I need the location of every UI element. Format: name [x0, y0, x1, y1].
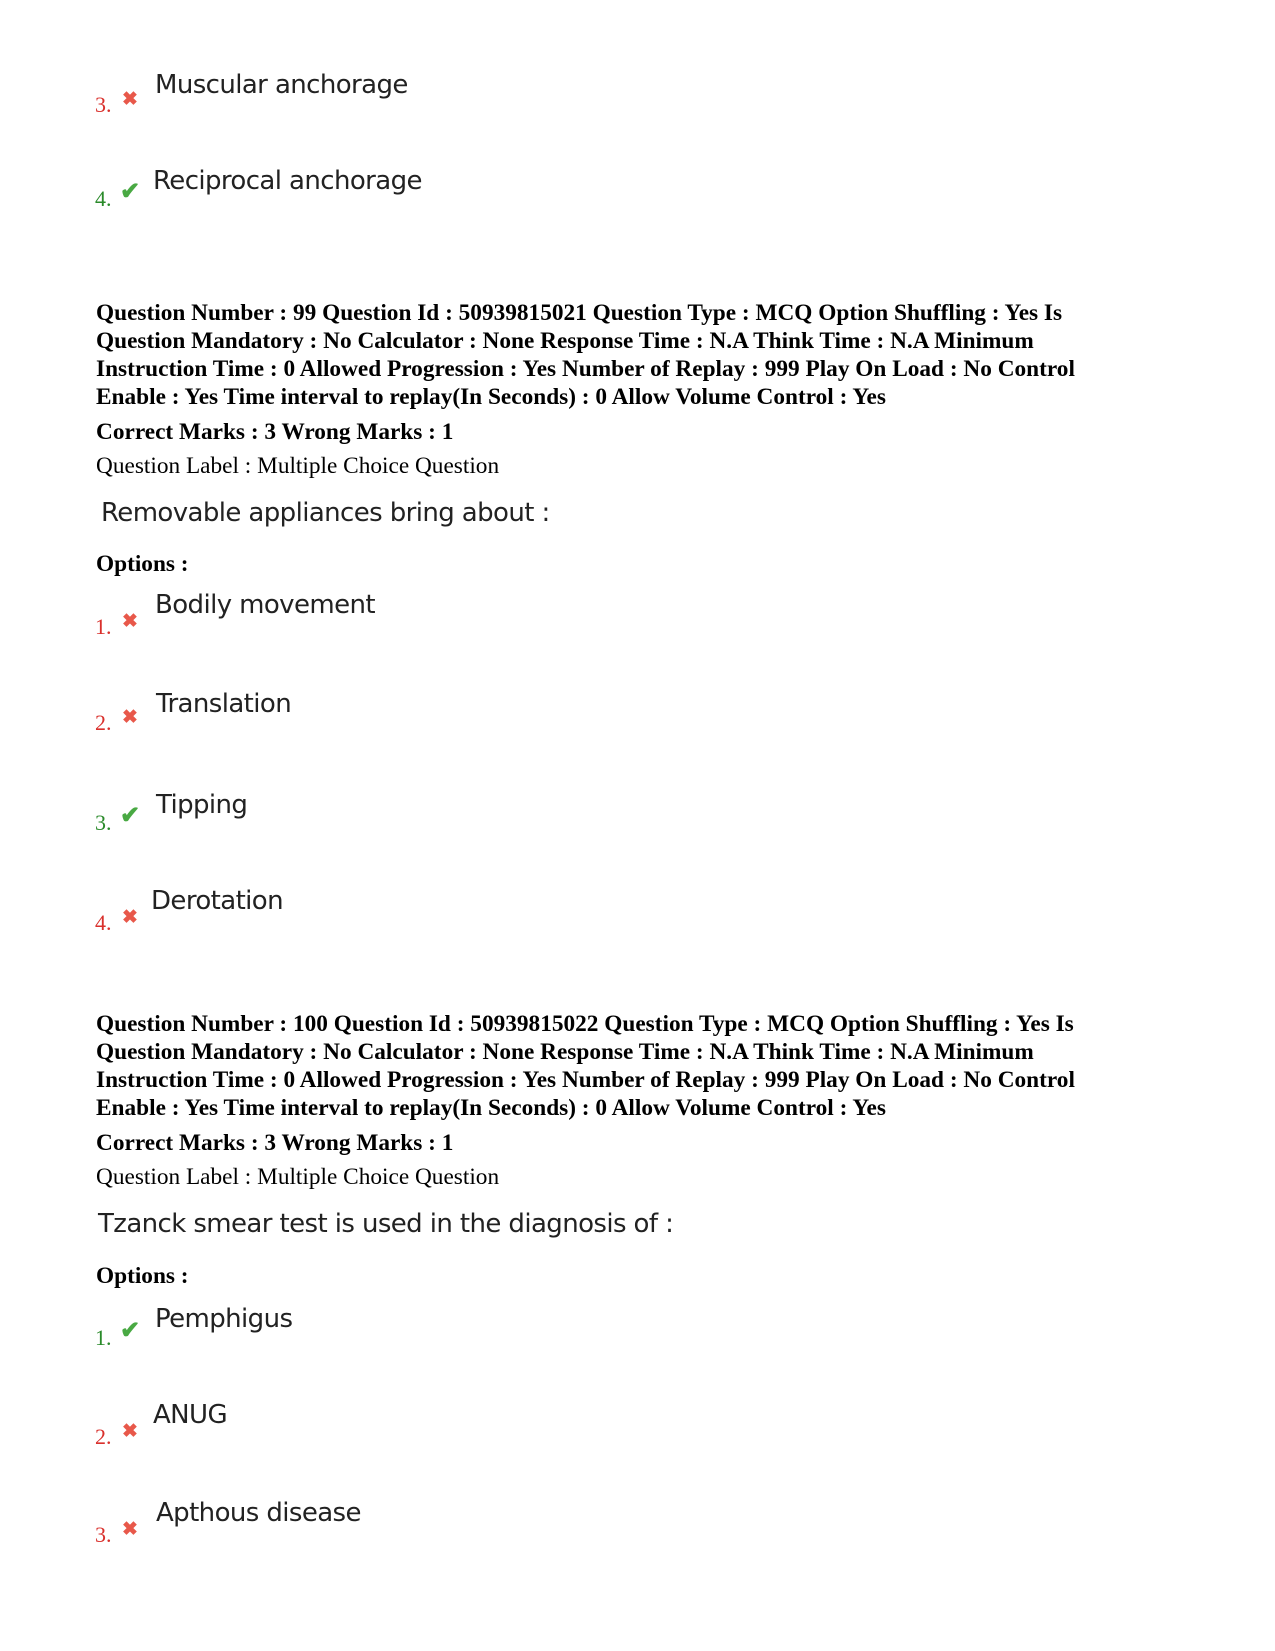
option-item: [95, 590, 795, 650]
option-item: [95, 1400, 795, 1460]
option-item: [95, 1305, 795, 1365]
option-item: [95, 1498, 795, 1558]
option-text: Muscular anchorage: [155, 70, 408, 100]
cross-icon: ✖: [122, 89, 138, 110]
option-number: 2.: [95, 710, 112, 735]
meta-line: Instruction Time : 0 Allowed Progression : Yes Number of Replay : 999 Play On Load : No Control: [96, 356, 1075, 382]
option-number: 1.: [95, 614, 112, 639]
question-meta: [96, 1010, 1196, 1122]
question-label: Question Label : Multiple Choice Question: [96, 453, 500, 479]
option-text: Tipping: [156, 790, 248, 820]
option-number: 4.: [95, 910, 112, 935]
marks-info: Correct Marks : 3 Wrong Marks : 1: [96, 419, 454, 445]
option-item: [95, 790, 795, 850]
options-heading: Options :: [96, 551, 189, 577]
cross-icon: ✖: [122, 1519, 138, 1540]
option-number: 3.: [95, 810, 112, 835]
cross-icon: ✖: [122, 611, 138, 632]
option-text: Derotation: [151, 886, 283, 916]
option-text: ANUG: [153, 1400, 228, 1430]
cross-icon: ✖: [122, 907, 138, 928]
option-number: 3.: [95, 1522, 112, 1547]
cross-icon: ✖: [122, 707, 138, 728]
options-heading: Options :: [96, 1263, 189, 1289]
meta-line: Enable : Yes Time interval to replay(In Seconds) : 0 Allow Volume Control : Yes: [96, 384, 886, 410]
option-text: Bodily movement: [155, 590, 375, 620]
cross-icon: ✖: [122, 1421, 138, 1442]
option-text: Pemphigus: [155, 1304, 293, 1334]
option-number: 2.: [95, 1424, 112, 1449]
meta-line: Question Number : 100 Question Id : 50939815022 Question Type : MCQ Option Shuffling : Yes Is: [96, 1011, 1074, 1037]
option-number: 3.: [95, 92, 112, 117]
option-item: [95, 166, 795, 226]
question-text: Tzanck smear test is used in the diagnosis of :: [98, 1209, 674, 1239]
check-icon: ✔: [120, 179, 141, 205]
option-text: Apthous disease: [156, 1498, 361, 1528]
option-number: 4.: [95, 186, 112, 211]
check-icon: ✔: [120, 1318, 141, 1344]
option-number: 1.: [95, 1325, 112, 1350]
question-meta: [96, 299, 1196, 411]
meta-line: Question Mandatory : No Calculator : None Response Time : N.A Think Time : N.A Minimum: [96, 1039, 1034, 1065]
option-text: Reciprocal anchorage: [153, 166, 422, 196]
question-label: Question Label : Multiple Choice Question: [96, 1164, 500, 1190]
option-item: [95, 690, 795, 750]
option-item: [95, 886, 795, 946]
check-icon: ✔: [120, 803, 141, 829]
meta-line: Instruction Time : 0 Allowed Progression : Yes Number of Replay : 999 Play On Load : No Control: [96, 1067, 1075, 1093]
option-text: Translation: [156, 689, 292, 719]
question-text: Removable appliances bring about :: [101, 498, 550, 528]
meta-line: Enable : Yes Time interval to replay(In Seconds) : 0 Allow Volume Control : Yes: [96, 1095, 886, 1121]
meta-line: Question Mandatory : No Calculator : None Response Time : N.A Think Time : N.A Minimum: [96, 328, 1034, 354]
meta-line: Question Number : 99 Question Id : 50939815021 Question Type : MCQ Option Shuffling : Yes Is: [96, 300, 1063, 326]
option-item: [95, 68, 795, 128]
marks-info: Correct Marks : 3 Wrong Marks : 1: [96, 1130, 454, 1156]
